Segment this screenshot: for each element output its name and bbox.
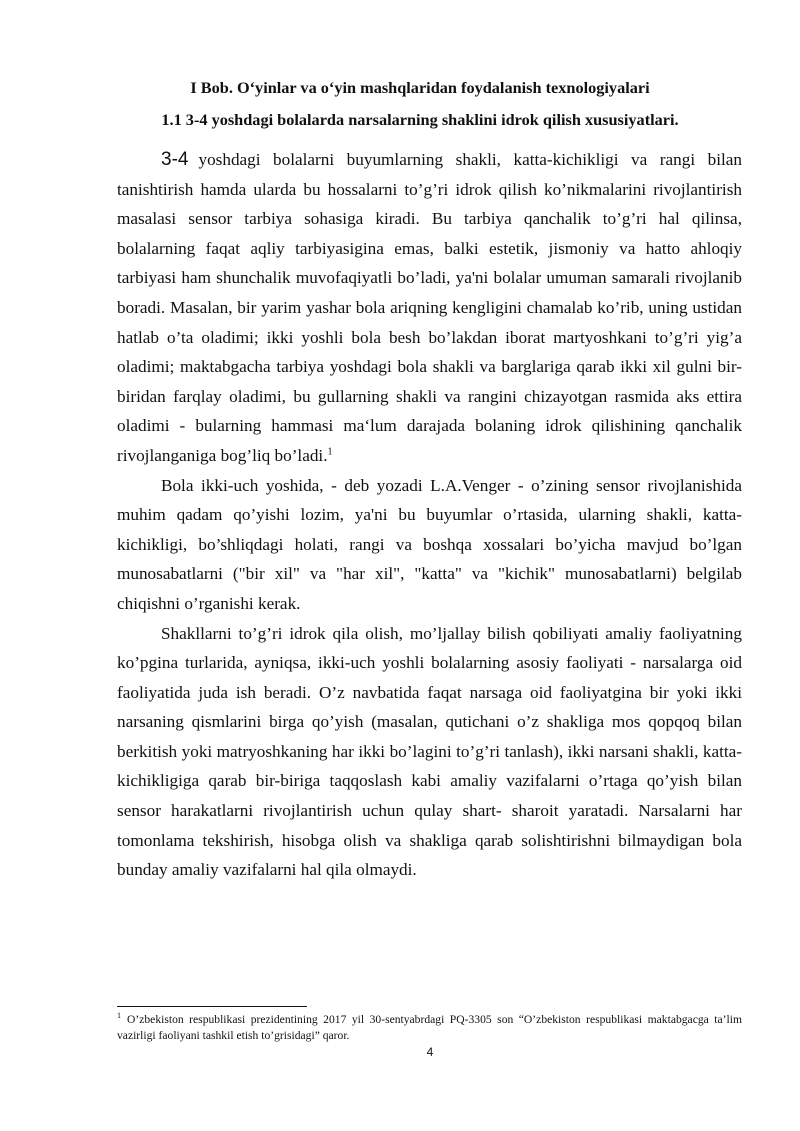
footnote-marker: 1: [117, 1011, 121, 1021]
paragraph-lead-number: 3-4: [161, 149, 189, 170]
footnote-divider: [117, 1006, 307, 1007]
paragraph-1: [117, 145, 742, 471]
chapter-title: I Bob. O‘yinlar va o‘yin mashqlaridan foydalanish texnologiyalari: [190, 78, 650, 97]
paragraph-2: Bola ikki-uch yoshida, - deb yozadi L.A.Venger - o’zining sensor rivojlanishida muhim qadam qo’yishi lozim, ya'ni bu buyumlar o’rtasida, ularning shakli, katta-kichikligi, bo’shliqdagi holati, rangi va boshqa xossalari bo’yicha mavjud bo’lgan munosabatlarni ("bir xil" va "har xil", "katta" va "kichik" munosabatlarni) belgilab chiqishni o’rganishi kerak.: [117, 475, 742, 613]
body-text: [117, 145, 742, 885]
paragraph-3: Shakllarni to’g’ri idrok qila olish, mo’ljallay bilish qobiliyati amaliy faoliyatning ko’pgina turlarida, ayniqsa, ikki-uch yoshli bolalarning asosiy faoliyati - narsalarga oid faoliyatida juda ish beradi. O’z navbatida faqat narsaga oid faoliyatgina bir yoki ikki narsaning qismlarini birga qo’yish (masalan, qutichani o’z shakliga mos qopqoq bilan berkitish yoki matryoshkaning har ikki bo’lagini to’g’ri tanlash), ikki narsani shakli, katta-kichikligiga qarab bir-biriga taqqoslash kabi amaliy vazifalarni o’rtaga qo’yish bilan sensor harakatlarni rivojlantirish uchun qulay shart- sharoit yaratadi. Narsalarni har tomonlama tekshirish, hisobga olish va shakliga qarab solishtirishni bilmaydigan bola bunday amaliy vazifalarni hal qila olmaydi.: [117, 623, 742, 880]
section-title: 1.1 3-4 yoshdagi bolalarda narsalarning shaklini idrok qilish xususiyatlari.: [161, 110, 679, 129]
page-number: 4: [426, 1045, 434, 1059]
footnote-reference: 1: [327, 446, 333, 458]
paragraph-1-text: yoshdagi bolalarni buyumlarning shakli, katta-kichikligi va rangi bilan tanishtirish hamda ularda bu hossalarni to’g’ri idrok qilish ko’nikmalarini rivojlantirish masalasi sensor tarbiya sohasiga kiradi. Bu tarbiya qanchalik to’g’ri hal qilinsa, bolalarning faqat aqliy tarbiyasigina emas, balki estetik, jismoniy va hatto ahloqiy tarbiyasi ham shunchalik muvofaqiyatli bo’ladi, ya'ni bolalar umuman samarali rivojlanib boradi. Masalan, bir yarim yashar bola ariqning kengligini chamalab ko’rib, uning ustidan hatlab o’ta oladimi; ikki yoshli bola besh bo’lakdan iborat martyoshkani to’g’ri yig’a oladimi; maktabgacha tarbiya yoshdagi bola shakli va barglariga qarab ikki xil gulni bir-biridan farqlay oladimi, bu gullarning shakli va rangini chizayotgan rasmida aks ettira oladimi - bularning hammasi ma‘lum darajada bolaning idrok qilishining qanchalik rivojlanganiga bog’liq bo’ladi.: [117, 150, 742, 465]
footnote: [117, 1012, 742, 1044]
footnote-text: O’zbekiston respublikasi prezidentining 2017 yil 30-sentyabrdagi PQ-3305 son “O’zbekiston respublikasi maktabgacga ta’lim vazirligi faoliyani tashkil etish to’grisidagi” qaror.: [117, 1013, 742, 1042]
